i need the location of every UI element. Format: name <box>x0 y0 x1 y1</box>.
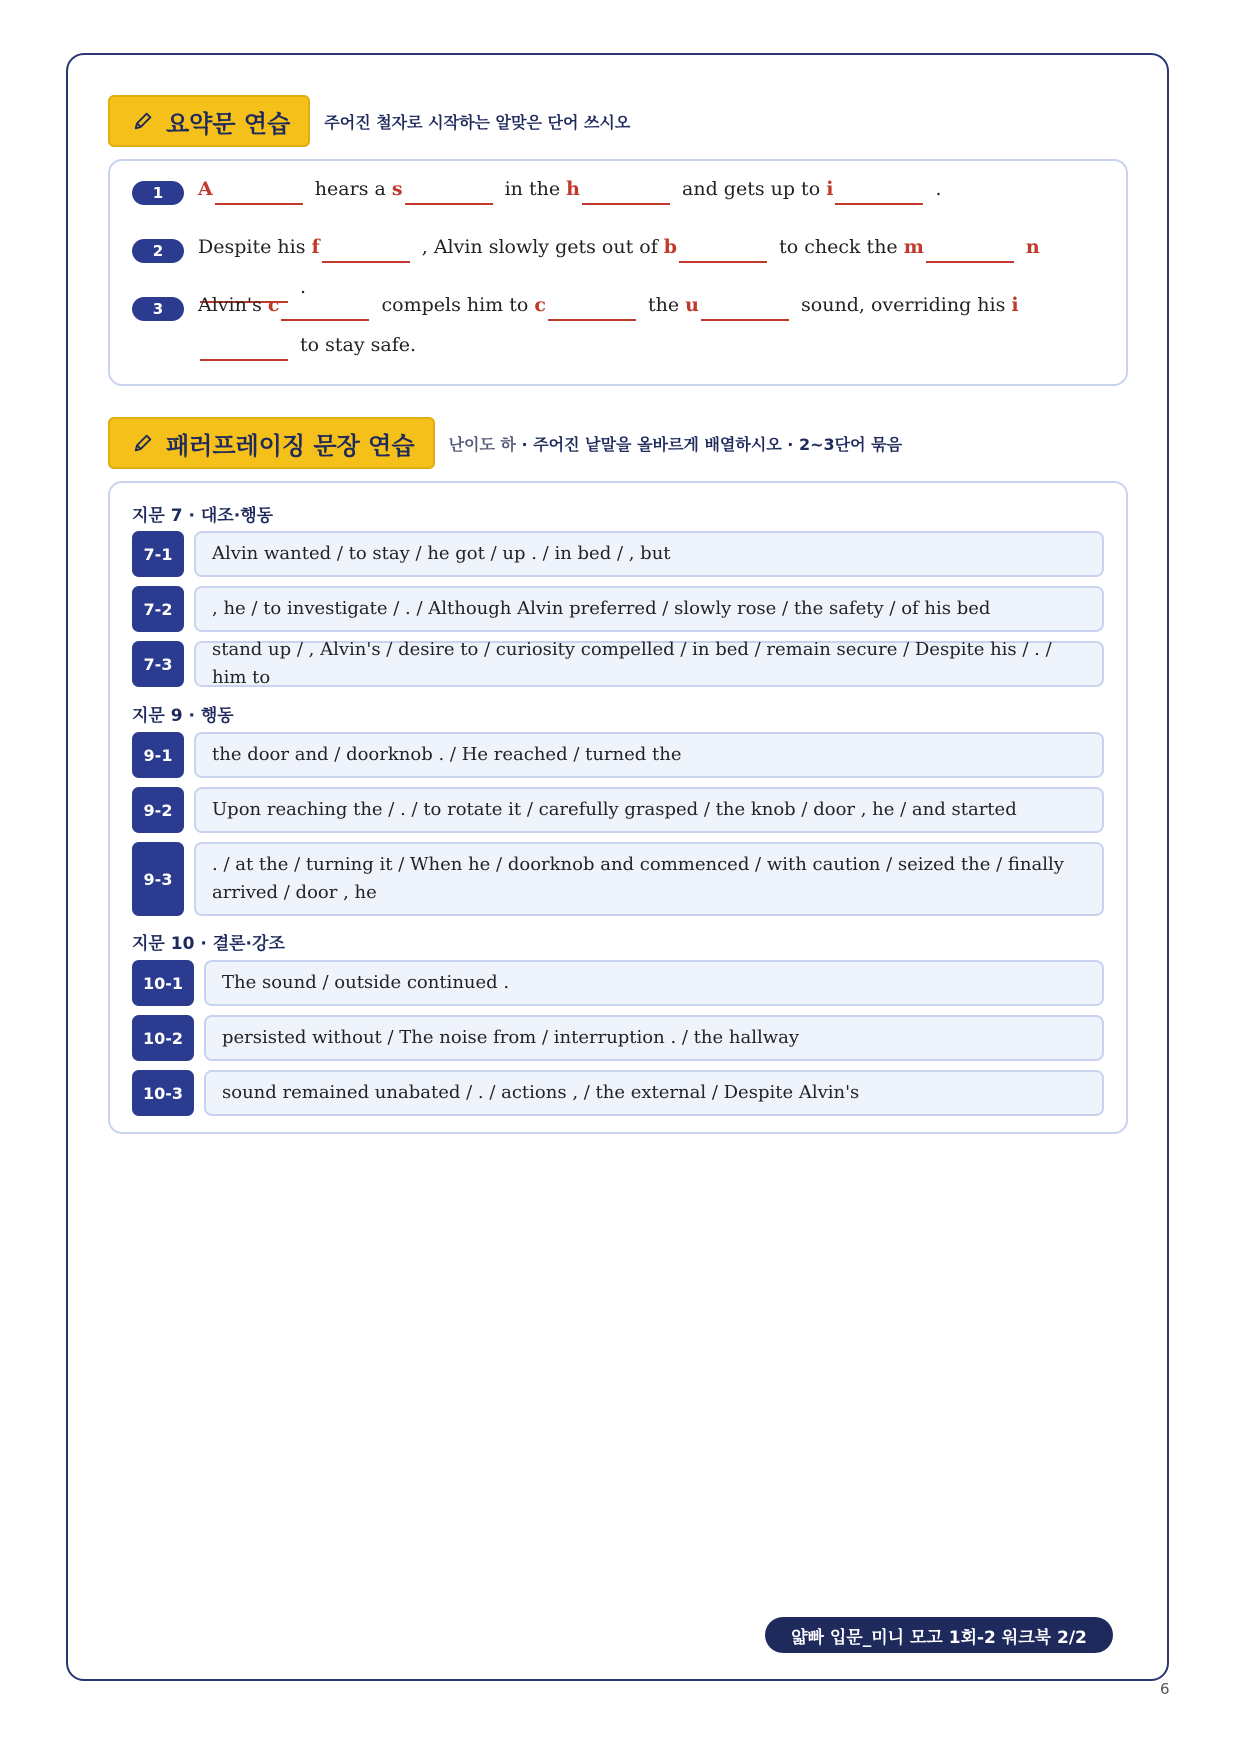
paraphrase-box <box>108 481 1128 1134</box>
item-code: 9-2 <box>132 787 184 833</box>
sentence-text: hears a <box>314 178 386 200</box>
answer-blank[interactable] <box>405 173 493 205</box>
paraphrase-item <box>132 1070 1104 1116</box>
paraphrase-item <box>132 732 1104 778</box>
sentence-text: to check the <box>779 236 898 258</box>
sentence-text: sound, overriding his <box>801 294 1006 316</box>
sentence-text: compels him to <box>381 294 529 316</box>
summary-item-number: 3 <box>132 297 184 321</box>
initial-letter: u <box>685 294 699 316</box>
instruction-text: · 주어진 낱말을 올바르게 배열하시오 · 2~3단어 묶음 <box>515 434 903 454</box>
word-fragments: sound remained unabated / . / actions , / the external / Despite Alvin's <box>204 1070 1104 1116</box>
paraphrase-item <box>132 641 1104 687</box>
summary-item-text <box>198 285 1104 365</box>
initial-letter: i <box>1011 294 1019 316</box>
paraphrase-item <box>132 1015 1104 1061</box>
passage-group-title: 지문 10 · 결론·강조 <box>132 934 285 954</box>
summary-item-number: 1 <box>132 181 184 205</box>
word-fragments: persisted without / The noise from / interruption . / the hallway <box>204 1015 1104 1061</box>
summary-box <box>108 159 1128 386</box>
passage-group-title: 지문 9 · 행동 <box>132 706 234 726</box>
initial-letter: f <box>311 236 320 258</box>
answer-blank[interactable] <box>582 173 670 205</box>
answer-blank[interactable] <box>926 231 1014 263</box>
word-fragments: Upon reaching the / . / to rotate it / carefully grasped / the knob / door , he / and started <box>194 787 1104 833</box>
item-code: 9-3 <box>132 842 184 916</box>
word-fragments: Alvin wanted / to stay / he got / up . / in bed / , but <box>194 531 1104 577</box>
footer-workbook-label: 얇빠 입문_미니 모고 1회-2 워크북 2/2 <box>765 1617 1113 1653</box>
initial-letter: h <box>566 178 580 200</box>
answer-blank[interactable] <box>835 173 923 205</box>
summary-instruction: 주어진 철자로 시작하는 알맞은 단어 쓰시오 <box>324 112 631 132</box>
initial-letter: A <box>198 178 213 200</box>
summary-item <box>132 178 1104 221</box>
sentence-text: . <box>935 178 942 200</box>
paraphrase-item <box>132 787 1104 833</box>
answer-blank[interactable] <box>701 289 789 321</box>
sentence-text: Despite his <box>198 236 306 258</box>
sentence-text: in the <box>504 178 561 200</box>
initial-letter: m <box>903 236 924 258</box>
difficulty-label: 난이도 하 <box>448 434 516 454</box>
initial-letter: n <box>1025 236 1040 258</box>
sentence-text: . <box>300 276 307 298</box>
page-number: 6 <box>1160 1680 1170 1698</box>
summary-title: 요약문 연습 <box>166 109 291 138</box>
word-fragments: . / at the / turning it / When he / doorknob and commenced / with caution / seized the / finally arrived / door , he <box>194 842 1104 916</box>
paraphrase-item <box>132 842 1104 916</box>
sentence-text: and gets up to <box>682 178 821 200</box>
paraphrase-instruction <box>449 432 902 455</box>
word-fragments: , he / to investigate / . / Although Alvin preferred / slowly rose / the safety / of his bed <box>194 586 1104 632</box>
summary-item-number: 2 <box>132 239 184 263</box>
paraphrase-item <box>132 531 1104 577</box>
word-fragments: stand up / , Alvin's / desire to / curiosity compelled / in bed / remain secure / Despite his / . / him to <box>194 641 1104 687</box>
item-code: 7-2 <box>132 586 184 632</box>
sentence-text: , Alvin slowly gets out of <box>421 236 658 258</box>
pencil-icon <box>132 110 154 132</box>
sentence-text: to stay safe. <box>300 334 417 356</box>
answer-blank[interactable] <box>281 289 369 321</box>
initial-letter: c <box>534 294 546 316</box>
initial-letter: c <box>267 294 280 316</box>
answer-blank[interactable] <box>200 329 288 361</box>
paraphrase-item <box>132 586 1104 632</box>
answer-blank[interactable] <box>679 231 767 263</box>
item-code: 7-1 <box>132 531 184 577</box>
paraphrase-section-header <box>108 417 902 469</box>
sentence-text: Alvin's <box>198 294 262 316</box>
word-fragments: The sound / outside continued . <box>204 960 1104 1006</box>
paraphrase-item <box>132 960 1104 1006</box>
summary-item <box>132 236 1104 298</box>
passage-group-title: 지문 7 · 대조·행동 <box>132 506 274 526</box>
summary-item-text <box>198 169 1104 209</box>
initial-letter: i <box>826 178 834 200</box>
item-code: 7-3 <box>132 641 184 687</box>
item-code: 10-1 <box>132 960 194 1006</box>
summary-section-header <box>108 95 630 147</box>
pencil-icon <box>132 432 154 454</box>
paraphrase-title: 패러프레이징 문장 연습 <box>166 431 415 460</box>
paraphrase-title-badge <box>108 417 435 469</box>
answer-blank[interactable] <box>215 173 303 205</box>
item-code: 10-3 <box>132 1070 194 1116</box>
item-code: 9-1 <box>132 732 184 778</box>
initial-letter: s <box>391 178 403 200</box>
word-fragments: the door and / doorknob . / He reached / turned the <box>194 732 1104 778</box>
answer-blank[interactable] <box>548 289 636 321</box>
summary-title-badge <box>108 95 310 147</box>
summary-item <box>132 294 1104 377</box>
item-code: 10-2 <box>132 1015 194 1061</box>
sentence-text: the <box>648 294 680 316</box>
answer-blank[interactable] <box>322 231 410 263</box>
initial-letter: b <box>663 236 678 258</box>
